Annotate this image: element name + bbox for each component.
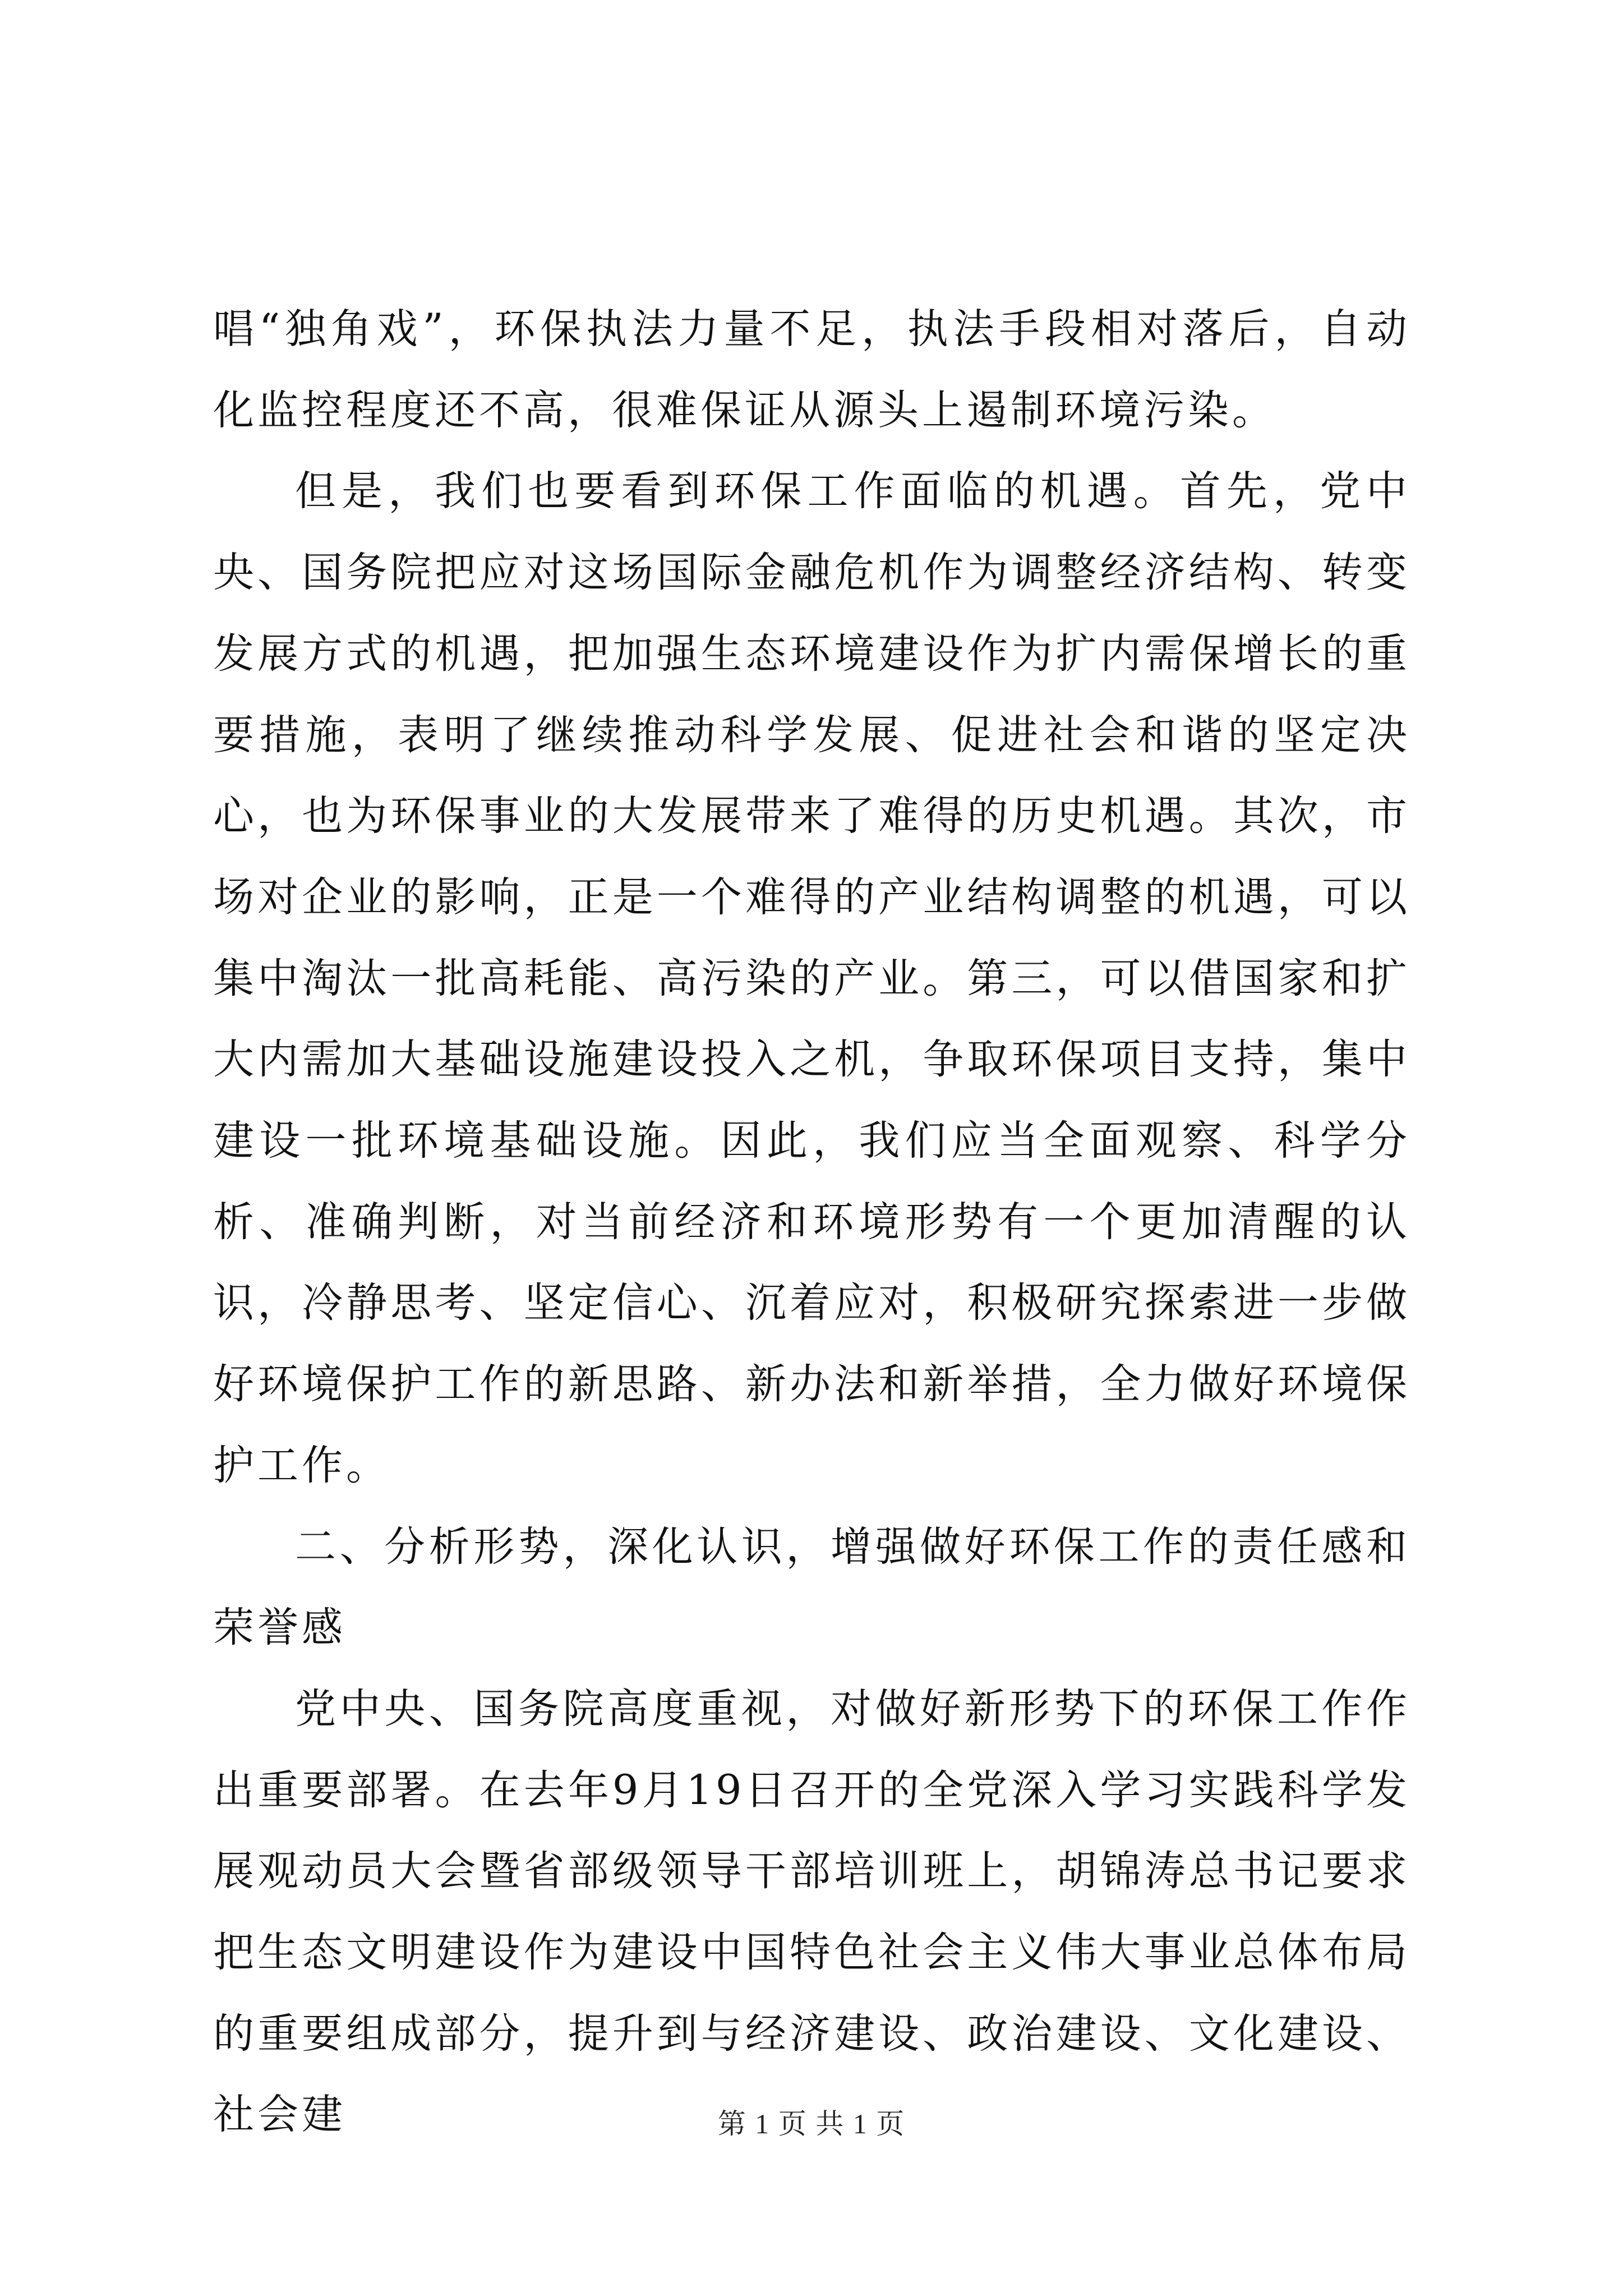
document-body [213, 289, 1410, 2156]
section-heading: 二、分析形势，深化认识，增强做好环保工作的责任感和荣誉感 [213, 1522, 1410, 1652]
page-footer: 第 1 页 共 1 页 [717, 2108, 906, 2139]
paragraph-central-deployment: 党中央、国务院高度重视，对做好新形势下的环保工作作出重要部署。在去年9月19日召开的全党深入学习实践科学发展观动员大会暨省部级领导干部培训班上，胡锦涛总书记要求把生态文明建设作为建设中国特色社会主义伟大事业总体布局的重要组成部分，提升到与经济建设、政治建设、文化建设、社会建 [213, 1685, 1410, 2139]
paragraph-opportunities: 但是，我们也要看到环保工作面临的机遇。首先，党中央、国务院把应对这场国际金融危机作为调整经济结构、转变发展方式的机遇，把加强生态环境建设作为扩内需保增长的重要措施，表明了继续推动科学发展、促进社会和谐的坚定决心，也为环保事业的大发展带来了难得的历史机遇。其次，市场对企业的影响，正是一个难得的产业结构调整的机遇，可以集中淘汰一批高耗能、高污染的产业。第三，可以借国家和扩大内需加大基础设施建设投入之机，争取环保项目支持，集中建设一批环境基础设施。因此，我们应当全面观察、科学分析、准确判断，对当前经济和环境形势有一个更加清醒的认识，冷静思考、坚定信心、沉着应对，积极研究探索进一步做好环境保护工作的新思路、新办法和新举措，全力做好环境保护工作。 [213, 467, 1410, 1489]
paragraph-continuation: 唱“独角戏”，环保执法力量不足，执法手段相对落后，自动化监控程度还不高，很难保证从源头上遏制环境污染。 [213, 305, 1410, 434]
